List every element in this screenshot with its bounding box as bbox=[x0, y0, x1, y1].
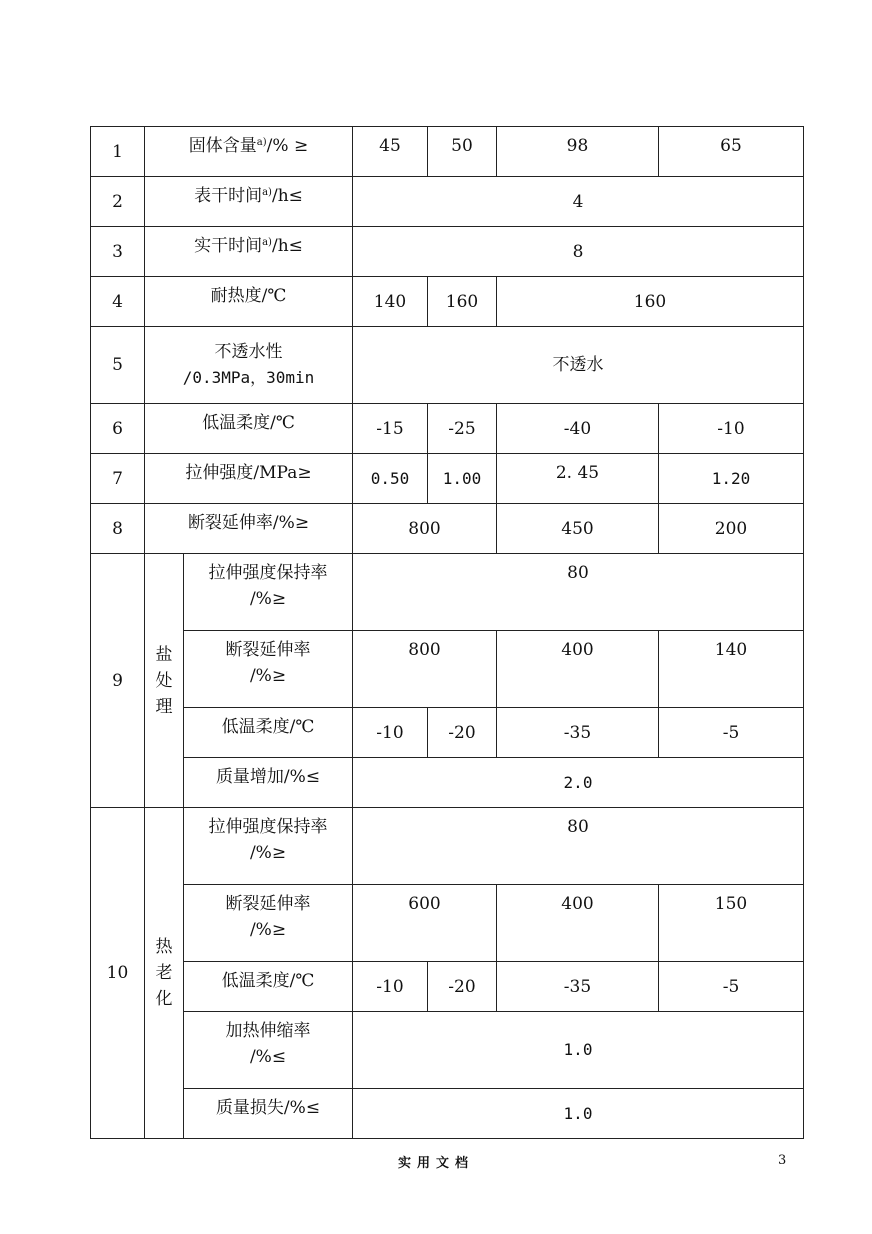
value-cell: -20 bbox=[428, 708, 497, 758]
value-cell: -10 bbox=[659, 404, 804, 454]
table-row bbox=[91, 554, 804, 631]
item-label bbox=[184, 631, 353, 708]
item-line: /0.3MPa，30min bbox=[182, 368, 315, 387]
value-cell: 1.00 bbox=[428, 454, 497, 504]
table-row bbox=[91, 127, 804, 177]
item-label bbox=[184, 808, 353, 885]
group-label-heat-aging bbox=[145, 808, 184, 1139]
value-cell: -10 bbox=[353, 962, 428, 1012]
item-line: /%≥ bbox=[249, 920, 287, 940]
footnote-marker: a) bbox=[256, 137, 267, 148]
item-line: 断裂延伸率 bbox=[225, 894, 311, 914]
item-text: 固体含量 bbox=[188, 136, 257, 156]
value-cell: 45 bbox=[353, 127, 428, 177]
table-row bbox=[91, 758, 804, 808]
value-cell: -10 bbox=[353, 708, 428, 758]
specification-table bbox=[90, 126, 804, 1139]
value-cell: -5 bbox=[659, 708, 804, 758]
item-label: 质量增加/%≤ bbox=[184, 758, 353, 808]
item-unit: /h≤ bbox=[271, 236, 303, 256]
value-cell: -40 bbox=[497, 404, 659, 454]
group-label-char: 化 bbox=[155, 989, 173, 1009]
value-cell: 8 bbox=[353, 227, 804, 277]
value-cell: -5 bbox=[659, 962, 804, 1012]
item-label bbox=[184, 1012, 353, 1089]
group-label-char: 盐 bbox=[155, 644, 173, 665]
item-label bbox=[184, 885, 353, 962]
value-cell: 1.0 bbox=[353, 1089, 804, 1139]
item-line: 加热伸缩率 bbox=[225, 1021, 311, 1041]
item-line: 不透水性 bbox=[214, 342, 283, 362]
value-cell: 200 bbox=[659, 504, 804, 554]
group-label-char: 处 bbox=[155, 670, 173, 691]
item-line: /%≥ bbox=[249, 666, 287, 686]
table-row bbox=[91, 1012, 804, 1089]
footnote-marker: a) bbox=[262, 237, 272, 248]
table-row bbox=[91, 327, 804, 404]
item-text: 实干时间 bbox=[194, 236, 263, 256]
value-cell: 150 bbox=[659, 885, 804, 962]
value-cell: 800 bbox=[353, 504, 497, 554]
value-cell: 160 bbox=[497, 277, 804, 327]
table-row bbox=[91, 504, 804, 554]
value-cell: 160 bbox=[428, 277, 497, 327]
value-cell: 2. 45 bbox=[497, 454, 659, 504]
value-cell: 4 bbox=[353, 177, 804, 227]
value-cell: 不透水 bbox=[353, 327, 804, 404]
table-row bbox=[91, 1089, 804, 1139]
value-cell: 600 bbox=[353, 885, 497, 962]
value-cell: -35 bbox=[497, 962, 659, 1012]
table-row bbox=[91, 631, 804, 708]
value-cell: 1.0 bbox=[353, 1012, 804, 1089]
value-cell: 140 bbox=[659, 631, 804, 708]
value-cell: 98 bbox=[497, 127, 659, 177]
row-number: 3 bbox=[91, 227, 145, 277]
table-row bbox=[91, 177, 804, 227]
item-line: /%≤ bbox=[249, 1047, 287, 1067]
item-text: 表干时间 bbox=[194, 186, 263, 206]
value-cell: 2.0 bbox=[353, 758, 804, 808]
item-label: 断裂延伸率/%≥ bbox=[145, 504, 353, 554]
item-label: 质量损失/%≤ bbox=[184, 1089, 353, 1139]
group-label-char: 理 bbox=[155, 696, 173, 717]
item-label bbox=[145, 127, 353, 177]
row-number: 7 bbox=[91, 454, 145, 504]
group-label-char: 老 bbox=[155, 963, 173, 983]
item-label: 拉伸强度/MPa≥ bbox=[145, 454, 353, 504]
footnote-marker: a) bbox=[262, 187, 272, 198]
table-row bbox=[91, 404, 804, 454]
table-row bbox=[91, 454, 804, 504]
group-label-salt-treatment bbox=[145, 554, 184, 808]
value-cell: 50 bbox=[428, 127, 497, 177]
value-cell: 400 bbox=[497, 885, 659, 962]
item-line: /%≥ bbox=[249, 843, 287, 863]
row-number: 5 bbox=[91, 327, 145, 404]
item-line: 拉伸强度保持率 bbox=[208, 817, 328, 837]
table-row bbox=[91, 808, 804, 885]
value-cell: -25 bbox=[428, 404, 497, 454]
row-number: 2 bbox=[91, 177, 145, 227]
item-unit: /% ≥ bbox=[266, 136, 309, 156]
value-cell: 800 bbox=[353, 631, 497, 708]
item-label bbox=[184, 554, 353, 631]
item-unit: /h≤ bbox=[271, 186, 303, 206]
item-label: 低温柔度/℃ bbox=[145, 404, 353, 454]
item-line: 拉伸强度保持率 bbox=[208, 563, 328, 583]
table-row bbox=[91, 708, 804, 758]
table-row bbox=[91, 227, 804, 277]
value-cell: 65 bbox=[659, 127, 804, 177]
row-number: 8 bbox=[91, 504, 145, 554]
item-line: /%≥ bbox=[249, 589, 287, 609]
item-label: 耐热度/℃ bbox=[145, 277, 353, 327]
item-label: 低温柔度/℃ bbox=[184, 708, 353, 758]
value-cell: 80 bbox=[353, 554, 804, 631]
value-cell: 450 bbox=[497, 504, 659, 554]
value-cell: 0.50 bbox=[353, 454, 428, 504]
item-label: 低温柔度/℃ bbox=[184, 962, 353, 1012]
item-label bbox=[145, 227, 353, 277]
row-number: 9 bbox=[91, 554, 145, 808]
row-number: 10 bbox=[91, 808, 145, 1139]
item-label bbox=[145, 177, 353, 227]
value-cell: 140 bbox=[353, 277, 428, 327]
value-cell: 400 bbox=[497, 631, 659, 708]
table-row bbox=[91, 962, 804, 1012]
table-row bbox=[91, 277, 804, 327]
item-line: 断裂延伸率 bbox=[225, 640, 311, 660]
value-cell: -15 bbox=[353, 404, 428, 454]
item-label bbox=[145, 327, 353, 404]
table-row bbox=[91, 885, 804, 962]
row-number: 6 bbox=[91, 404, 145, 454]
value-cell: -35 bbox=[497, 708, 659, 758]
group-label-char: 热 bbox=[155, 937, 173, 957]
row-number: 1 bbox=[91, 127, 145, 177]
value-cell: 80 bbox=[353, 808, 804, 885]
page-number: 3 bbox=[778, 1153, 787, 1168]
value-cell: 1.20 bbox=[659, 454, 804, 504]
value-cell: -20 bbox=[428, 962, 497, 1012]
footer-title: 实用文档 bbox=[397, 1156, 474, 1171]
row-number: 4 bbox=[91, 277, 145, 327]
